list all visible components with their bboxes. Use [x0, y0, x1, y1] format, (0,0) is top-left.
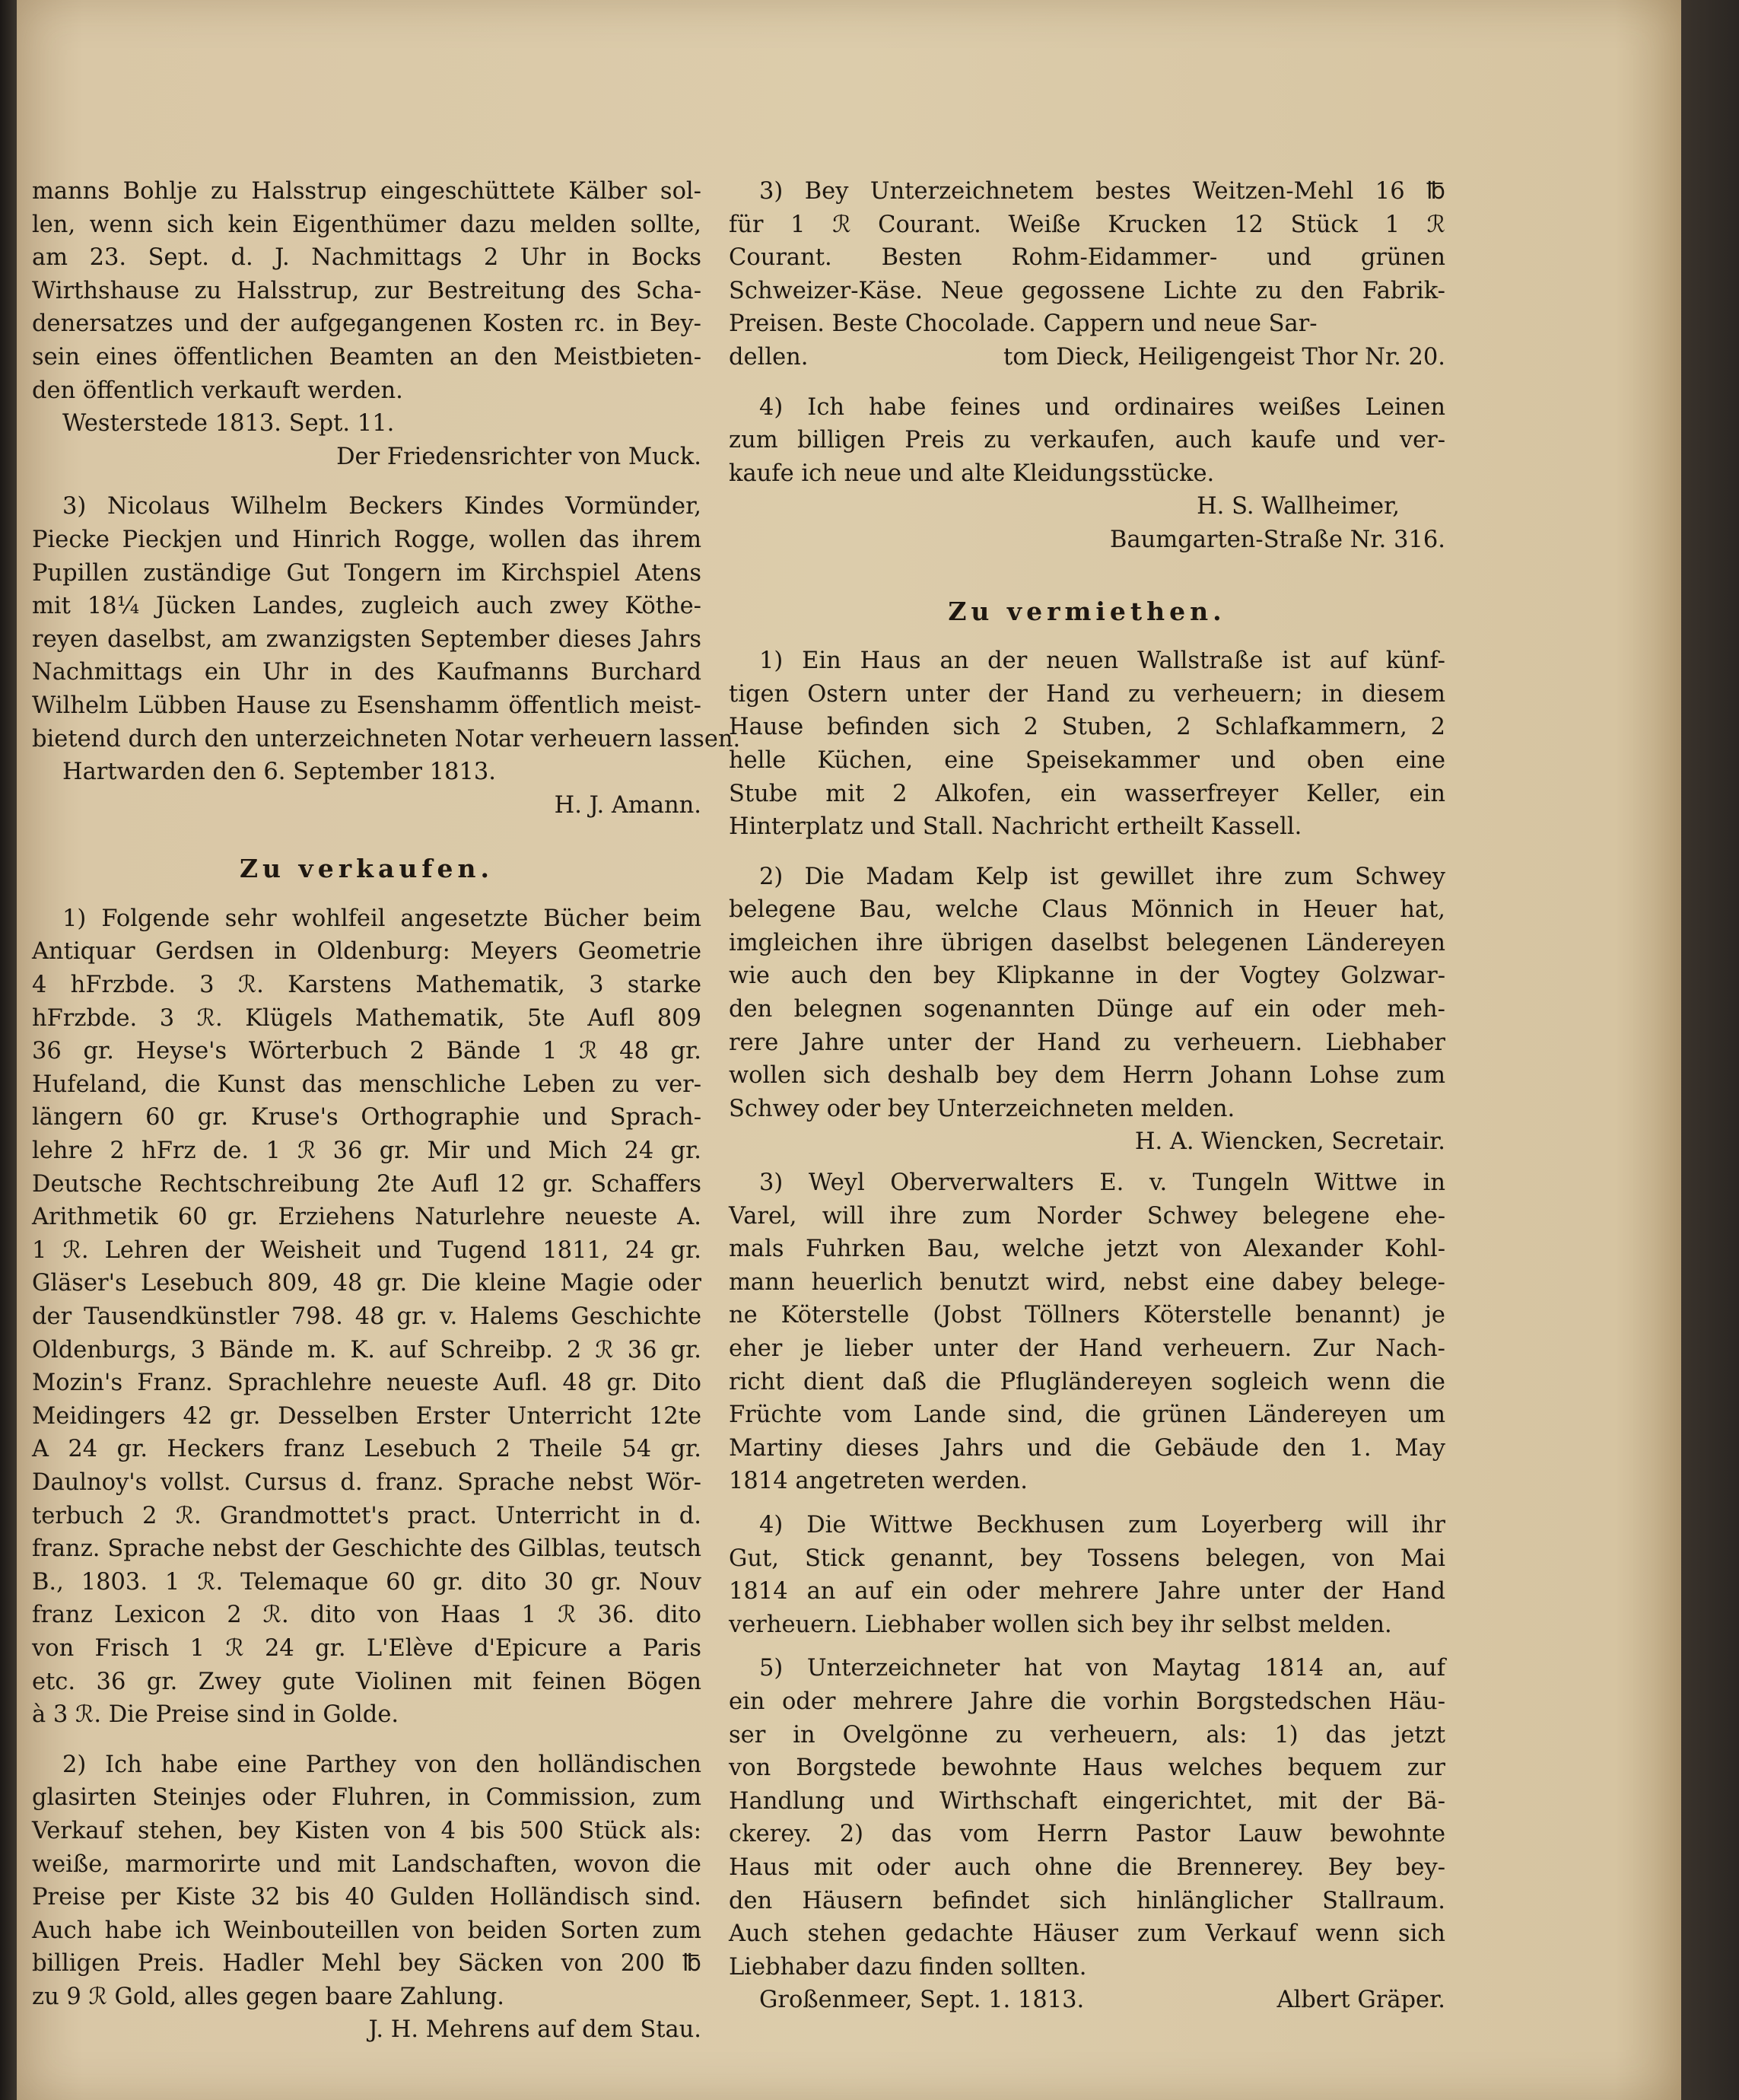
text-line: für 1 ℛ Courant. Weiße Krucken 12 Stück 1 ℛ — [729, 211, 1445, 238]
rent-house-wallstrasse — [729, 644, 1445, 844]
text-line: Auch stehen gedachte Häuser zum Verkauf wenn sich — [729, 1920, 1445, 1948]
text-line: den öffentlich verkauft werden. — [32, 377, 403, 404]
text-line: 4) Die Wittwe Beckhusen zum Loyerberg will ihr — [759, 1511, 1445, 1538]
text-line: kaufe ich neue und alte Kleidungsstücke. — [729, 460, 1215, 487]
page-edge — [1681, 0, 1739, 2100]
text-line: sein eines öffentlichen Beamten an den Meistbieten- — [32, 343, 701, 371]
text-line: ein oder mehrere Jahre die vorhin Borgstedschen Häu- — [729, 1688, 1445, 1715]
text-line: von Frisch 1 ℛ 24 gr. L'Elève d'Epicure a Paris — [32, 1634, 701, 1662]
text-line: tigen Ostern unter der Hand zu verheuern; in diesem — [729, 680, 1445, 708]
text-line: manns Bohlje zu Halsstrup eingeschüttete Kälber sol- — [32, 178, 701, 205]
text-line: rere Jahre unter der Hand zu verheuern. Liebhaber — [729, 1029, 1445, 1056]
text-line: Früchte vom Lande sind, die grünen Ländereyen um — [729, 1402, 1445, 1429]
text-line: Deutsche Rechtschreibung 2te Aufl 12 gr. Schaffers — [32, 1170, 701, 1198]
text-line: 1) Ein Haus an der neuen Wallstraße ist auf künf- — [759, 648, 1445, 675]
text-line: bietend durch den unterzeichneten Notar verheuern lassen. — [32, 725, 741, 752]
text-line: 1814 an auf ein oder mehrere Jahre unter der Hand — [729, 1578, 1445, 1605]
text-line: von Borgstede bewohnte Haus welches bequem zur — [729, 1755, 1445, 1782]
sale-linen-signature-address: Baumgarten-Straße Nr. 316. — [1110, 526, 1445, 553]
text-line: billigen Preis. Hadler Mehl bey Säcken von 200 ℔ — [32, 1950, 701, 1978]
notice-calves-signature: Der Friedensrichter von Muck. — [336, 443, 701, 470]
sale-books — [32, 902, 701, 1732]
text-line: Schweizer-Käse. Neue gegossene Lichte zu den Fabrik- — [729, 277, 1445, 304]
heading-for-rent: Zu vermiethen. — [948, 596, 1226, 626]
right-column — [729, 175, 1445, 2017]
text-line: 1814 angetreten werden. — [729, 1468, 1028, 1495]
text-line: hFrzbde. 3 ℛ. Klügels Mathematik, 5te Aufl 809 — [32, 1004, 701, 1032]
notice-tongern — [32, 490, 741, 756]
rent-kelp-signature: H. A. Wiencken, Secretair. — [1134, 1128, 1445, 1156]
text-line: Gläser's Lesebuch 809, 48 gr. Die kleine Magie oder — [32, 1270, 701, 1297]
text-line: imgleichen ihre übrigen daselbst belegenen Ländereyen — [729, 929, 1445, 956]
text-line: ne Köterstelle (Jobst Töllners Köterstelle benannt) je — [729, 1302, 1445, 1329]
text-line: len, wenn sich kein Eigenthümer dazu melden sollte, — [32, 211, 701, 238]
text-line: zu 9 ℛ Gold, alles gegen baare Zahlung. — [32, 1983, 505, 2010]
text-line: belegene Bau, welche Claus Mönnich in Heuer hat, — [729, 896, 1445, 924]
text-line: franz Lexicon 2 ℛ. dito von Haas 1 ℛ 36. dito — [32, 1602, 701, 1629]
text-line: Schwey oder bey Unterzeichneten melden. — [729, 1095, 1235, 1122]
text-line: den belegnen sogenannten Dünge auf ein oder meh- — [729, 996, 1445, 1023]
text-line: mals Fuhrken Bau, welche jetzt von Alexander Kohl- — [729, 1236, 1445, 1263]
sale-flour-last-word: dellen. — [729, 343, 809, 371]
rent-borgstede-footer — [729, 1984, 1445, 2017]
text-line: Meidingers 42 gr. Desselben Erster Unterricht 12te — [32, 1402, 701, 1430]
notice-tongern-signature: H. J. Amann. — [554, 791, 701, 819]
text-line: weiße, marmorirte und mit Landschaften, wovon die — [32, 1850, 701, 1878]
sale-tiles-signature: J. H. Mehrens auf dem Stau. — [368, 2016, 701, 2044]
text-line: mit 18¼ Jücken Landes, zugleich auch zwey Köthe- — [32, 593, 701, 620]
text-line: 1) Folgende sehr wohlfeil angesetzte Bücher beim — [62, 905, 701, 932]
text-line: der Tausendkünstler 798. 48 gr. v. Halems Geschichte — [32, 1303, 701, 1330]
text-line: Haus mit oder auch ohne die Brennerey. Bey bey- — [729, 1853, 1445, 1881]
text-line: Mozin's Franz. Sprachlehre neueste Aufl. 48 gr. Dito — [32, 1370, 701, 1397]
heading-for-sale: Zu verkaufen. — [239, 854, 494, 884]
text-line: Arithmetik 60 gr. Erziehens Naturlehre neueste A. — [32, 1204, 701, 1231]
text-line: 36 gr. Heyse's Wörterbuch 2 Bände 1 ℛ 48 gr. — [32, 1038, 701, 1065]
text-line: Courant. Besten Rohm-Eidammer- und grünen — [729, 244, 1445, 272]
text-line: Wirthshause zu Halsstrup, zur Bestreitung des Scha- — [32, 277, 701, 304]
text-line: helle Küchen, eine Speisekammer und oben eine — [729, 746, 1445, 774]
book-binding — [0, 0, 17, 2100]
sale-linen-signature-name: H. S. Wallheimer, — [1197, 493, 1400, 520]
text-line: den Häusern befindet sich hinlänglicher Stallraum. — [729, 1887, 1445, 1914]
text-line: 3) Bey Unterzeichnetem bestes Weitzen-Mehl 16 ℔ — [759, 178, 1445, 205]
text-line: Hufeland, die Kunst das menschliche Leben zu ver- — [32, 1071, 701, 1098]
text-line: 2) Ich habe eine Parthey von den holländischen — [62, 1751, 701, 1778]
sale-tiles — [32, 1748, 701, 2014]
text-line: Preisen. Beste Chocolade. Cappern und neue Sar- — [729, 310, 1318, 338]
sale-flour — [729, 175, 1445, 341]
rent-borgstede — [729, 1652, 1445, 1984]
text-line: 1 ℛ. Lehren der Weisheit und Tugend 1811, 24 gr. — [32, 1236, 701, 1264]
rent-beckhusen — [729, 1509, 1445, 1641]
text-line: zum billigen Preis zu verkaufen, auch kaufe und ver- — [729, 427, 1445, 454]
text-line: Oldenburgs, 3 Bände m. K. auf Schreibp. 2 ℛ 36 gr. — [32, 1336, 701, 1363]
text-line: 3) Nicolaus Wilhelm Beckers Kindes Vormünder, — [62, 493, 701, 520]
text-line: Daulnoy's vollst. Cursus d. franz. Sprache nebst Wör- — [32, 1468, 701, 1496]
text-line: Varel, will ihre zum Norder Schwey belegene ehe- — [729, 1202, 1445, 1230]
rent-borgstede-place-date: Großenmeer, Sept. 1. 1813. — [759, 1987, 1085, 2014]
text-line: Stube mit 2 Alkofen, ein wasserfreyer Keller, ein — [729, 780, 1445, 807]
text-line: Wilhelm Lübben Hause zu Esenshamm öffentlich meist- — [32, 692, 701, 719]
text-line: 2) Die Madam Kelp ist gewillet ihre zum Schwey — [759, 863, 1445, 890]
text-line: Pupillen zuständige Gut Tongern im Kirchspiel Atens — [32, 559, 701, 587]
text-line: Preise per Kiste 32 bis 40 Gulden Holländisch sind. — [32, 1884, 701, 1911]
text-line: terbuch 2 ℛ. Grandmottet's pract. Unterricht in d. — [32, 1502, 701, 1529]
text-line: 3) Weyl Oberverwalters E. v. Tungeln Wittwe in — [759, 1169, 1445, 1197]
text-line: glasirten Steinjes oder Fluhren, in Commission, zum — [32, 1784, 701, 1812]
text-line: Piecke Pieckjen und Hinrich Rogge, wollen das ihrem — [32, 526, 701, 553]
text-line: etc. 36 gr. Zwey gute Violinen mit feinen Bögen — [32, 1668, 701, 1695]
left-column — [32, 175, 741, 2047]
rent-borgstede-signature: Albert Gräper. — [1276, 1987, 1445, 2014]
text-line: am 23. Sept. d. J. Nachmittags 2 Uhr in Bocks — [32, 244, 701, 272]
text-line: richt dient daß die Pflugländereyen sogleich wenn die — [729, 1368, 1445, 1395]
text-line: Hinterplatz und Stall. Nachricht ertheilt Kassell. — [729, 813, 1302, 841]
text-line: à 3 ℛ. Die Preise sind in Golde. — [32, 1701, 399, 1729]
text-line: Hause befinden sich 2 Stuben, 2 Schlafkammern, 2 — [729, 714, 1445, 741]
notice-tongern-place-date: Hartwarden den 6. September 1813. — [62, 759, 496, 786]
text-line: 4 hFrzbde. 3 ℛ. Karstens Mathematik, 3 starke — [32, 972, 701, 999]
sale-flour-last-line — [729, 341, 1445, 374]
text-line: ckerey. 2) das vom Herrn Pastor Lauw bewohnte — [729, 1821, 1445, 1848]
notice-calves — [32, 175, 701, 407]
text-line: wie auch den bey Klipkanne in der Vogtey Golzwar- — [729, 963, 1445, 990]
notice-calves-place-date: Westerstede 1813. Sept. 11. — [62, 410, 395, 438]
text-line: Liebhaber dazu finden sollten. — [729, 1953, 1087, 1981]
text-line: Handlung und Wirthschaft eingerichtet, mit der Bä- — [729, 1787, 1445, 1815]
text-line: mann heuerlich benutzt wird, nebst eine dabey belege- — [729, 1268, 1445, 1296]
text-line: ser in Ovelgönne zu verheuern, als: 1) das jetzt — [729, 1721, 1445, 1748]
text-line: 4) Ich habe feines und ordinaires weißes Leinen — [759, 393, 1445, 421]
text-line: lehre 2 hFrz de. 1 ℛ 36 gr. Mir und Mich 24 gr. — [32, 1138, 701, 1165]
text-line: 5) Unterzeichneter hat von Maytag 1814 an, auf — [759, 1655, 1445, 1682]
rent-tungeln — [729, 1166, 1445, 1498]
text-line: reyen daselbst, am zwanzigsten September dieses Jahrs — [32, 625, 701, 653]
text-line: verheuern. Liebhaber wollen sich bey ihr selbst melden. — [729, 1611, 1392, 1638]
text-line: denersatzes und der aufgegangenen Kosten rc. in Bey- — [32, 310, 701, 338]
text-line: eher je lieber unter der Hand verheuern. Zur Nach- — [729, 1335, 1445, 1362]
text-line: Martiny dieses Jahrs und die Gebäude den 1. May — [729, 1434, 1445, 1462]
sale-linen — [729, 391, 1445, 491]
text-line: A 24 gr. Heckers franz Lesebuch 2 Theile 54 gr. — [32, 1436, 701, 1463]
text-line: franz. Sprache nebst der Geschichte des Gilblas, teutsch — [32, 1535, 701, 1563]
rent-kelp — [729, 861, 1445, 1126]
text-line: Verkauf stehen, bey Kisten von 4 bis 500 Stück als: — [32, 1817, 701, 1844]
text-line: wollen sich deshalb bey dem Herrn Johann Lohse zum — [729, 1062, 1445, 1090]
text-line: längern 60 gr. Kruse's Orthographie und Sprach- — [32, 1104, 701, 1131]
text-line: Auch habe ich Weinbouteillen von beiden Sorten zum — [32, 1917, 701, 1944]
text-line: Gut, Stick genannt, bey Tossens belegen, von Mai — [729, 1545, 1445, 1572]
text-line: Antiquar Gerdsen in Oldenburg: Meyers Geometrie — [32, 938, 701, 966]
text-line: B., 1803. 1 ℛ. Telemaque 60 gr. dito 30 gr. Nouv — [32, 1568, 701, 1596]
sale-flour-signature: tom Dieck, Heiligengeist Thor Nr. 20. — [1003, 343, 1445, 371]
text-line: Nachmittags ein Uhr in des Kaufmanns Burchard — [32, 659, 701, 686]
